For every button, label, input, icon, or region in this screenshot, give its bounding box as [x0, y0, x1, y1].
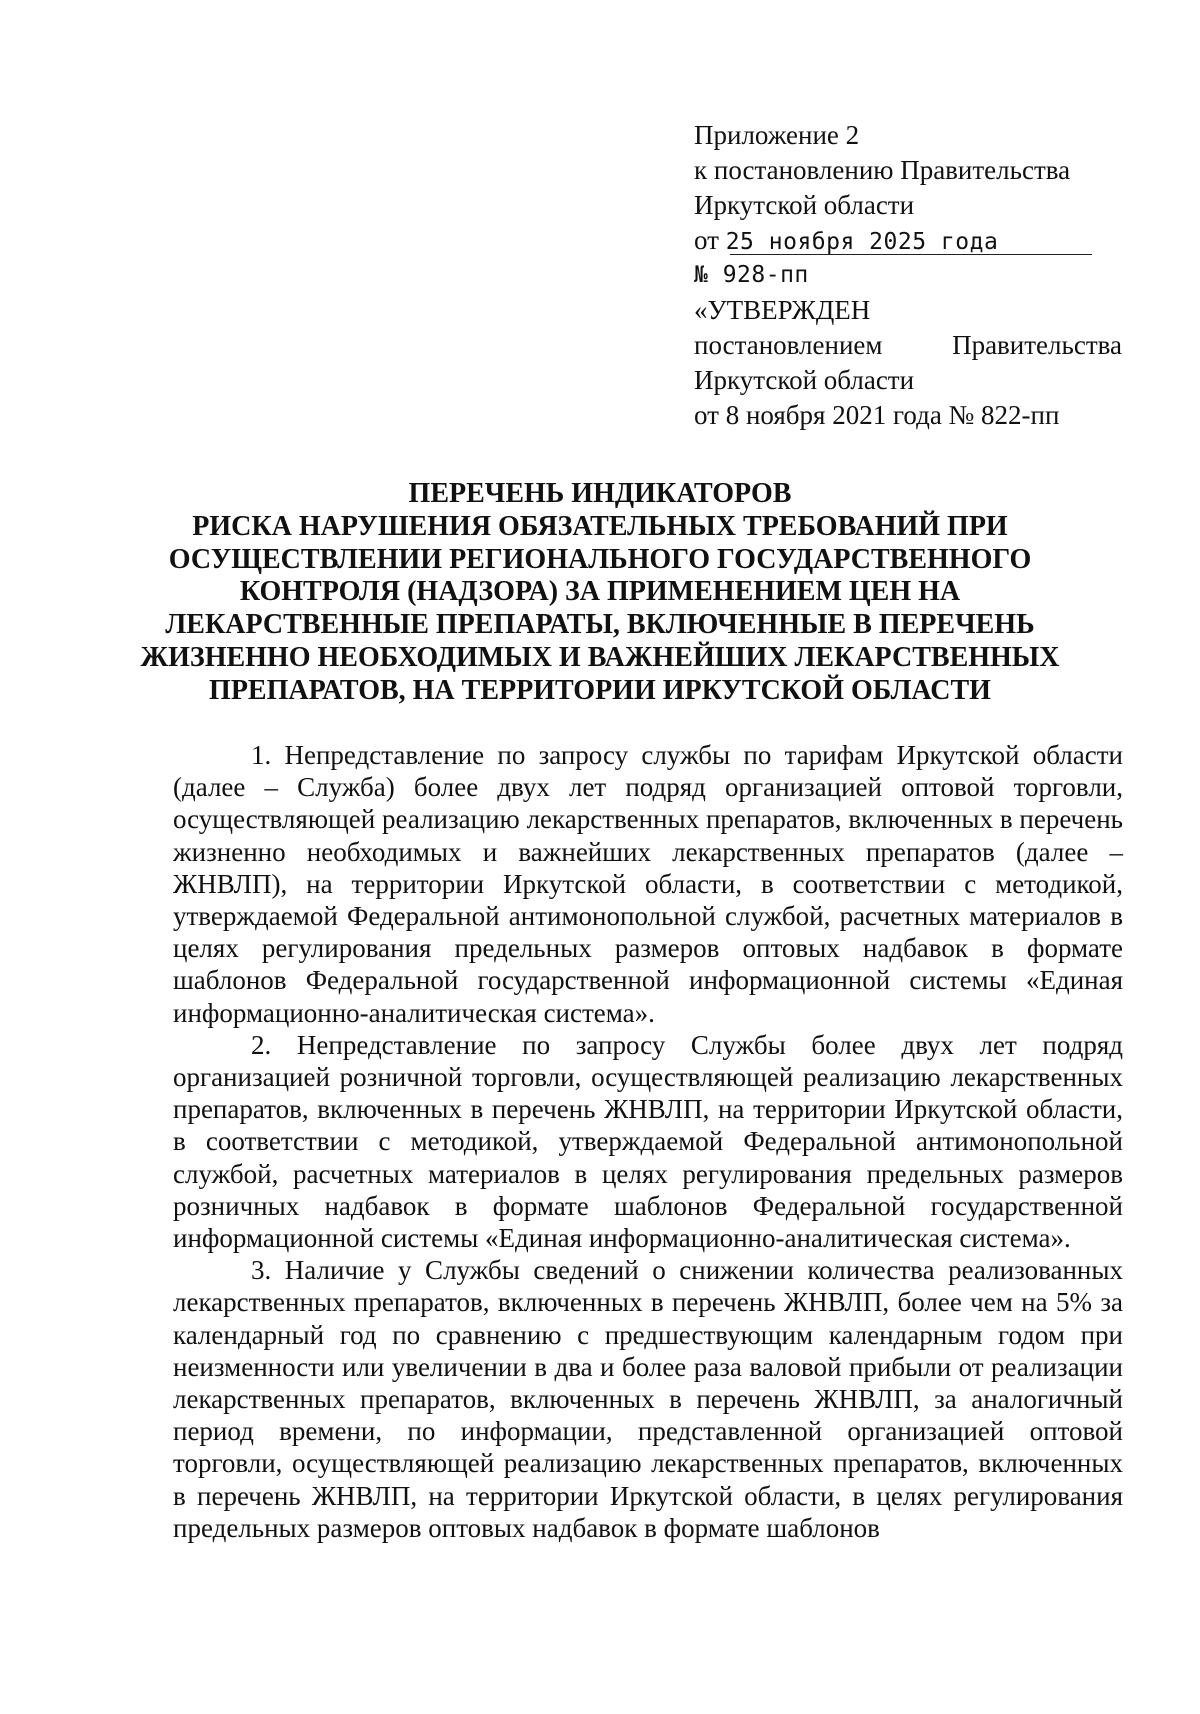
document-title — [130, 478, 1070, 708]
paragraph-3: 3. Наличие у Службы сведений о снижении количества реализованных лекарственных препаратов, включенных в перечень ЖНВЛП, более чем на 5% за календарный год по сравнению с предшествующим календарным годом при неизменности или увеличении в два и более раза валовой прибыли от реализации лекарственных препаратов, включенных в перечень ЖНВЛП, за аналогичный период времени, по информации, представленной организацией оптовой торговли, осуществляющей реализацию лекарственных препаратов, включенных в перечень ЖНВЛП, на территории Иркутской области, в целях регулирования предельных размеров оптовых надбавок в формате шаблонов — [173, 1255, 1123, 1543]
paragraph-2: 2. Непредставление по запросу Службы более двух лет подряд организацией розничной торговли, осуществляющей реализацию лекарственных препаратов, включенных в перечень ЖНВЛП, на территории Иркутской области, в соответствии с методикой, утверждаемой Федеральной антимонопольной службой, расчетных материалов в целях регулирования предельных размеров розничных надбавок в формате шаблонов Федеральной государственной информационной системы «Единая информационно-аналитическая система». — [173, 1029, 1123, 1254]
attachment-number: Приложение 2 — [694, 120, 860, 150]
date-underline — [730, 254, 1092, 255]
title-line: РИСКА НАРУШЕНИЯ ОБЯЗАТЕЛЬНЫХ ТРЕБОВАНИЙ ПРИ — [192, 510, 1008, 542]
approved-region: Иркутской области — [694, 365, 915, 395]
approved-heading: «УТВЕРЖДЕН — [694, 295, 871, 325]
title-line: ПЕРЕЧЕНЬ ИНДИКАТОРОВ — [408, 478, 792, 509]
paragraph-1: 1. Непредставление по запросу службы по тарифам Иркутской области (далее – Служба) более двух лет подряд организацией оптовой торговли, осуществляющей реализацию лекарственных препаратов, включенных в перечень жизненно необходимых и важнейших лекарственных препаратов (далее – ЖНВЛП), на территории Иркутской области, в соответствии с методикой, утверждаемой Федеральной антимонопольной службой, расчетных материалов в целях регулирования предельных размеров оптовых надбавок в формате шаблонов Федеральной государственной информационной системы «Единая информационно-аналитическая система». — [173, 740, 1123, 1028]
date-value: 25 ноября 2025 года — [725, 229, 999, 255]
title-line: ОСУЩЕСТВЛЕНИИ РЕГИОНАЛЬНОГО ГОСУДАРСТВЕННОГО — [168, 543, 1032, 575]
approved-date: от 8 ноября 2021 года № 822-пп — [694, 400, 1060, 430]
approved-by-line — [694, 328, 1122, 363]
title-line: ЖИЗНЕННО НЕОБХОДИМЫХ И ВАЖНЕЙШИХ ЛЕКАРСТВЕННЫХ — [140, 641, 1060, 673]
title-line: ЛЕКАРСТВЕННЫЕ ПРЕПАРАТЫ, ВКЛЮЧЕННЫЕ В ПЕРЕЧЕНЬ — [165, 609, 1035, 641]
attachment-region: Иркутской области — [694, 190, 915, 220]
approved-by-government: Правительства — [952, 330, 1122, 360]
attachment-block — [694, 118, 1124, 433]
title-line: КОНТРОЛЯ (НАДЗОРА) ЗА ПРИМЕНЕНИЕМ ЦЕН НА — [239, 576, 961, 608]
resolution-number: № 928-пп — [694, 262, 809, 288]
document-body — [173, 739, 1123, 1544]
attachment-to-resolution: к постановлению Правительства — [694, 155, 1071, 185]
date-prefix: от — [694, 225, 719, 255]
approved-by-word: постановлением — [694, 330, 883, 360]
attachment-date-line — [694, 223, 1092, 258]
title-line: ПРЕПАРАТОВ, НА ТЕРРИТОРИИ ИРКУТСКОЙ ОБЛАСТИ — [209, 674, 991, 706]
